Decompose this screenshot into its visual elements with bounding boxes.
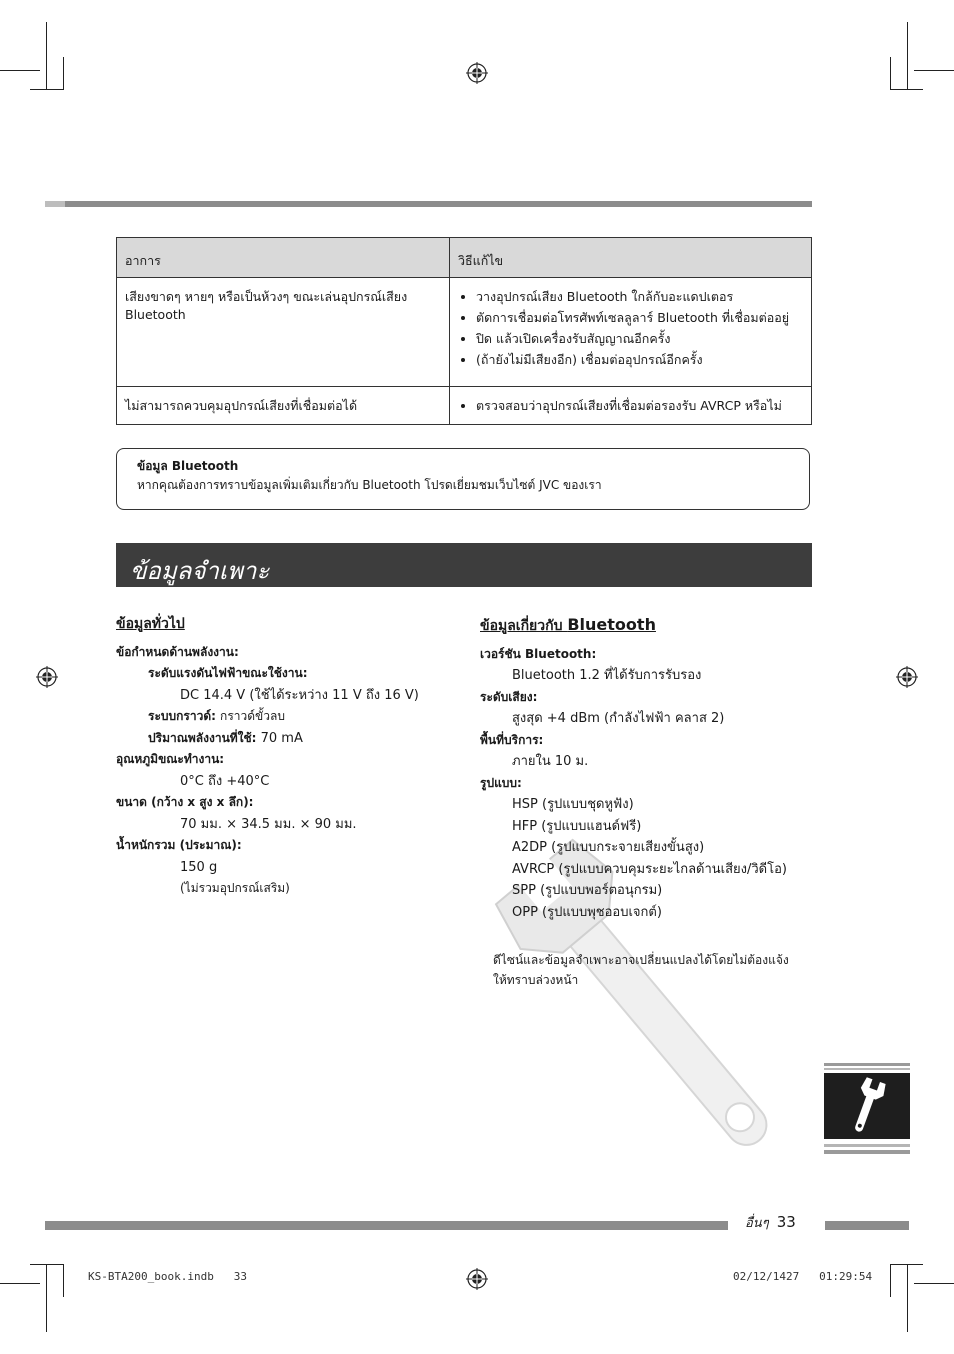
spec-label: ปริมาณพลังงานที่ใช้: (148, 730, 257, 745)
note-line: ดีไซน์และข้อมูลจำเพาะอาจเปลี่ยนแปลงได้โดยไม่ต้องแจ้ง (493, 953, 789, 967)
registration-mark-icon (896, 666, 918, 688)
column-header-remedy: วิธีแก้ไข (450, 238, 812, 278)
crop-mark (46, 22, 47, 90)
crop-mark (46, 1264, 47, 1332)
general-heading: ข้อมูลทั่วไป (116, 616, 185, 632)
print-slug-file: KS-BTA200_book.indb 33 (88, 1270, 247, 1283)
crop-mark (890, 89, 923, 90)
registration-mark-icon (466, 1268, 488, 1290)
remedy-item: • ตัดการเชื่อมต่อโทรศัพท์เซลลูลาร์ Bluetooth ที่เชื่อมต่ออยู่ (476, 309, 803, 327)
general-specs (116, 614, 456, 900)
profile-item: A2DP (รูปแบบกระจายเสียงขั้นสูง) (512, 840, 705, 855)
spec-value: 0°C ถึง +40°C (180, 773, 270, 789)
profile-item: SPP (รูปแบบพอร์ตอนุกรม) (512, 883, 663, 898)
crop-mark (914, 70, 954, 71)
crop-mark (890, 1264, 923, 1265)
crop-mark (30, 89, 63, 90)
spec-label: รูปแบบ: (480, 775, 522, 790)
remedy-item: • ปิด แล้วเปิดเครื่องรับสัญญาณอีกครั้ง (476, 330, 803, 348)
crop-mark (907, 1264, 908, 1332)
remedy-item: • วางอุปกรณ์เสียง Bluetooth ใกล้กับอะแดปเตอร (476, 288, 803, 306)
troubleshooting-table (116, 237, 812, 425)
tab-stripes (824, 1063, 910, 1073)
print-slug-date: 02/12/1427 01:29:54 (733, 1270, 873, 1283)
column-header-symptom: อาการ (117, 238, 450, 278)
bottom-rule-left (45, 1221, 728, 1230)
spec-value: ภายใน 10 ม. (512, 754, 589, 769)
tab-box (824, 1073, 910, 1139)
remedy-item: • (ถ้ายังไม่มีเสียงอีก) เชื่อมต่ออุปกรณ์อีกครั้ง (476, 351, 803, 369)
registration-mark-icon (466, 62, 488, 84)
top-rule (45, 201, 812, 207)
spec-label: พื้นที่บริการ: (480, 732, 544, 747)
spec-line (116, 706, 456, 728)
profile-item: OPP (รูปแบบพุชออบเจกต์) (512, 904, 662, 920)
table-row (117, 387, 812, 425)
bottom-rule-right (825, 1221, 909, 1230)
remedy-cell (450, 278, 812, 387)
note-line: ให้ทราบล่วงหน้า (493, 973, 579, 987)
page-number (745, 1212, 796, 1233)
bluetooth-heading-prefix: ข้อมูลเกี่ยวกับ (480, 618, 563, 634)
crop-mark (907, 22, 908, 90)
page-number-value: 33 (776, 1213, 796, 1231)
spec-label: ขนาด (กว้าง x สูง x ลึก): (116, 795, 254, 809)
spec-value: สูงสุด +4 dBm (กำลังไฟฟ้า คลาส 2) (512, 711, 725, 726)
profile-item: HFP (รูปแบบแฮนด์ฟรี) (512, 818, 642, 834)
spec-label: เวอร์ชัน Bluetooth: (480, 646, 597, 661)
spec-label: น้ำหนักรวม (ประมาณ): (116, 838, 242, 852)
spec-line (116, 728, 456, 750)
crop-mark (0, 70, 40, 71)
bluetooth-heading (480, 614, 800, 638)
page-label: อื่นๆ (745, 1216, 769, 1231)
spec-value: กราวด์ขั้วลบ (220, 709, 285, 723)
symptom-cell: เสียงขาดๆ หายๆ หรือเป็นห้วงๆ ขณะเล่นอุปกรณ์เสียง Bluetooth (117, 278, 450, 387)
wrench-icon (824, 1073, 910, 1139)
profile-item: HSP (รูปแบบชุดหูฟัง) (512, 797, 634, 812)
crop-mark (914, 1283, 954, 1284)
crop-mark (30, 1264, 63, 1265)
crop-mark (63, 1264, 64, 1297)
bluetooth-specs (480, 614, 800, 923)
spec-value: 150 g (180, 859, 218, 875)
spec-label: ระบบกราวด์: (148, 709, 216, 723)
crop-mark (63, 57, 64, 90)
remedy-cell (450, 387, 812, 425)
table-header-row (117, 238, 812, 278)
registration-mark-icon (36, 666, 58, 688)
remedy-item: • ตรวจสอบว่าอุปกรณ์เสียงที่เชื่อมต่อรองรับ AVRCP หรือไม่ (476, 397, 803, 415)
chapter-tab (824, 1063, 910, 1160)
spec-value: 70 mA (260, 730, 303, 746)
spec-label: ระดับเสียง: (480, 689, 538, 704)
crop-mark (890, 57, 891, 90)
spec-note: (ไม่รวมอุปกรณ์เสริม) (180, 881, 290, 895)
table-row (117, 278, 812, 387)
design-note (493, 950, 793, 990)
crop-mark (890, 1264, 891, 1297)
symptom-cell: ไม่สามารถควบคุมอุปกรณ์เสียงที่เชื่อมต่อได้ (117, 387, 450, 425)
spec-label: ข้อกำหนดด้านพลังงาน: (116, 644, 239, 659)
crop-mark (0, 1283, 40, 1284)
section-title: ข้อมูลจำเพาะ (130, 557, 270, 585)
spec-value: Bluetooth 1.2 ที่ได้รับการรับรอง (512, 668, 702, 683)
spec-label: อุณหภูมิขณะทำงาน: (116, 752, 225, 766)
profile-item: AVRCP (รูปแบบควบคุมระยะไกลด้านเสียง/วิดีโอ) (512, 861, 787, 877)
info-text: หากคุณต้องการทราบข้อมูลเพิ่มเติมเกี่ยวกับ Bluetooth โปรดเยี่ยมชมเว็บไซต์ JVC ของเรา (137, 478, 602, 493)
section-header (116, 543, 812, 587)
spec-label: ระดับแรงดันไฟฟ้าขณะใช้งาน: (148, 666, 308, 680)
bluetooth-info-box (116, 448, 810, 510)
spec-value: DC 14.4 V (ใช้ได้ระหว่าง 11 V ถึง 16 V) (180, 687, 419, 703)
tab-stripes (824, 1144, 910, 1154)
spec-value: 70 มม. × 34.5 มม. × 90 มม. (180, 816, 357, 832)
info-title: ข้อมูล Bluetooth (137, 459, 239, 473)
bluetooth-heading-brand: Bluetooth (567, 615, 656, 634)
